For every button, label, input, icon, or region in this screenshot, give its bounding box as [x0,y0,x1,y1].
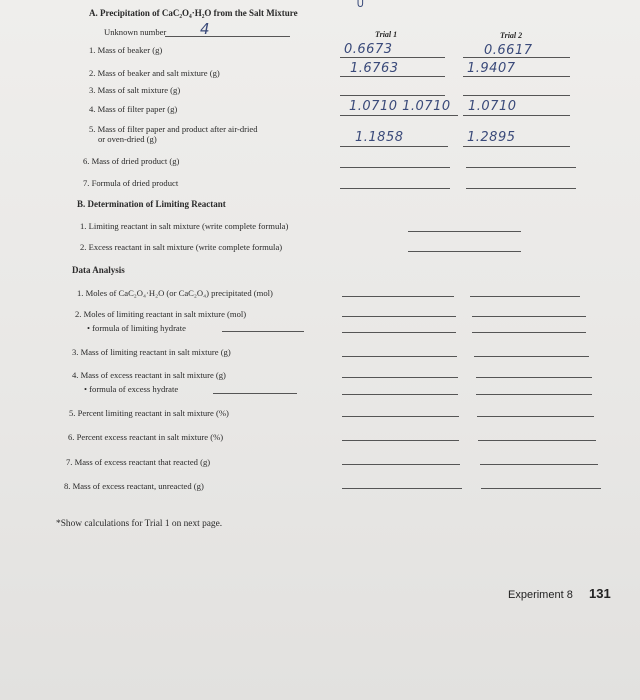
a-item-7-trial2-line [466,188,576,189]
da-item-7-trial1-line [342,464,460,465]
da-item-4-sub-trial1-line [342,394,458,395]
da-item-2-trial1-line [342,316,456,317]
da-item-6-trial2-line [478,440,596,441]
a-item-2-trial1-line [340,76,445,77]
a-item-6-trial1-line [340,167,450,168]
da-item-4-trial2-line [476,377,592,378]
da-item-4-label: 4. Mass of excess reactant in salt mixture (g) [72,370,226,380]
a-item-4-trial1-line [340,115,458,116]
a-item-3-label: 3. Mass of salt mixture (g) [89,85,181,95]
da-item-4-sub: • formula of excess hydrate [84,384,179,394]
da-item-1-trial1-line [342,296,454,297]
da-item-3-trial2-line [474,356,589,357]
da-item-5-trial1-line [342,416,459,417]
a-item-7-label: 7. Formula of dried product [83,178,179,188]
unknown-number-label: Unknown number [104,27,167,37]
da-item-2-sub-line [222,331,304,332]
a-item-1-trial1[interactable]: 0.6673 [344,42,393,57]
a-item-5-label: 5. Mass of filter paper and product after air-dried [89,124,258,134]
a-item-1-trial1-line [340,57,445,58]
da-item-2-sub: • formula of limiting hydrate [87,323,186,333]
b-item-1-line [408,231,521,232]
da-item-2-label: 2. Moles of limiting reactant in salt mixture (mol) [75,309,247,319]
a-item-4-trial1[interactable]: 1.0710 1.0710 [349,99,451,114]
b-item-2-line [408,251,521,252]
b-item-2-label: 2. Excess reactant in salt mixture (write complete formula) [80,242,283,252]
trial2-header: Trial 2 [500,31,523,40]
da-item-6-label: 6. Percent excess reactant in salt mixture (%) [68,432,224,442]
a-item-5-trial1[interactable]: 1.1858 [355,130,404,145]
da-item-7-trial2-line [480,464,598,465]
a-item-5-label-cont: or oven-dried (g) [98,134,157,144]
calculations-note: *Show calculations for Trial 1 on next page. [56,519,223,529]
da-item-7-label: 7. Mass of excess reactant that reacted (g) [66,457,211,467]
da-item-8-trial1-line [342,488,462,489]
a-item-2-trial2[interactable]: 1.9407 [467,61,516,76]
a-item-2-label: 2. Mass of beaker and salt mixture (g) [89,68,220,78]
da-item-3-label: 3. Mass of limiting reactant in salt mixture (g) [72,347,231,357]
data-analysis-title: Data Analysis [72,265,125,275]
section-a-title: A. Precipitation of CaC₂O₄·H₂O from the Salt Mixture [89,8,298,18]
handwritten-mark: ∪ [356,0,366,10]
footer-experiment: Experiment 8 [508,589,573,601]
footer-page-number: 131 [589,586,611,601]
a-item-7-trial1-line [340,188,450,189]
da-item-1-trial2-line [470,296,580,297]
a-item-4-trial2[interactable]: 1.0710 [468,99,517,114]
a-item-6-label: 6. Mass of dried product (g) [83,156,180,166]
a-item-5-trial2-line [463,146,570,147]
a-item-2-trial2-line [463,76,570,77]
da-item-4-sub-line [213,393,297,394]
da-item-3-trial1-line [342,356,457,357]
a-item-2-trial1[interactable]: 1.6763 [350,61,399,76]
a-item-3-trial1-line [340,95,445,96]
a-item-6-trial2-line [466,167,576,168]
unknown-number-line [165,36,290,37]
a-item-5-trial1-line [340,146,448,147]
da-item-8-label: 8. Mass of excess reactant, unreacted (g) [64,481,204,491]
a-item-1-trial2-line [463,57,570,58]
da-item-8-trial2-line [481,488,601,489]
unknown-number-value[interactable]: 4 [200,20,211,38]
da-item-4-sub-trial2-line [476,394,592,395]
da-item-1-label: 1. Moles of CaC₂O₄·H₂O (or CaC₂O₄) precipitated (mol) [77,288,273,298]
da-item-6-trial1-line [342,440,459,441]
a-item-3-trial2-line [463,95,570,96]
da-item-2-trial2-line [472,316,586,317]
da-item-2-sub-trial2-line [472,332,586,333]
da-item-5-label: 5. Percent limiting reactant in salt mixture (%) [69,408,229,418]
a-item-1-trial2[interactable]: 0.6617 [484,43,533,58]
trial1-header: Trial 1 [375,30,398,39]
section-b-title: B. Determination of Limiting Reactant [77,199,226,209]
a-item-1-label: 1. Mass of beaker (g) [89,45,163,55]
da-item-2-sub-trial1-line [342,332,456,333]
a-item-4-label: 4. Mass of filter paper (g) [89,104,178,114]
b-item-1-label: 1. Limiting reactant in salt mixture (write complete formula) [80,221,289,231]
da-item-4-trial1-line [342,377,458,378]
da-item-5-trial2-line [477,416,594,417]
a-item-5-trial2[interactable]: 1.2895 [467,130,516,145]
a-item-4-trial2-line [463,115,570,116]
